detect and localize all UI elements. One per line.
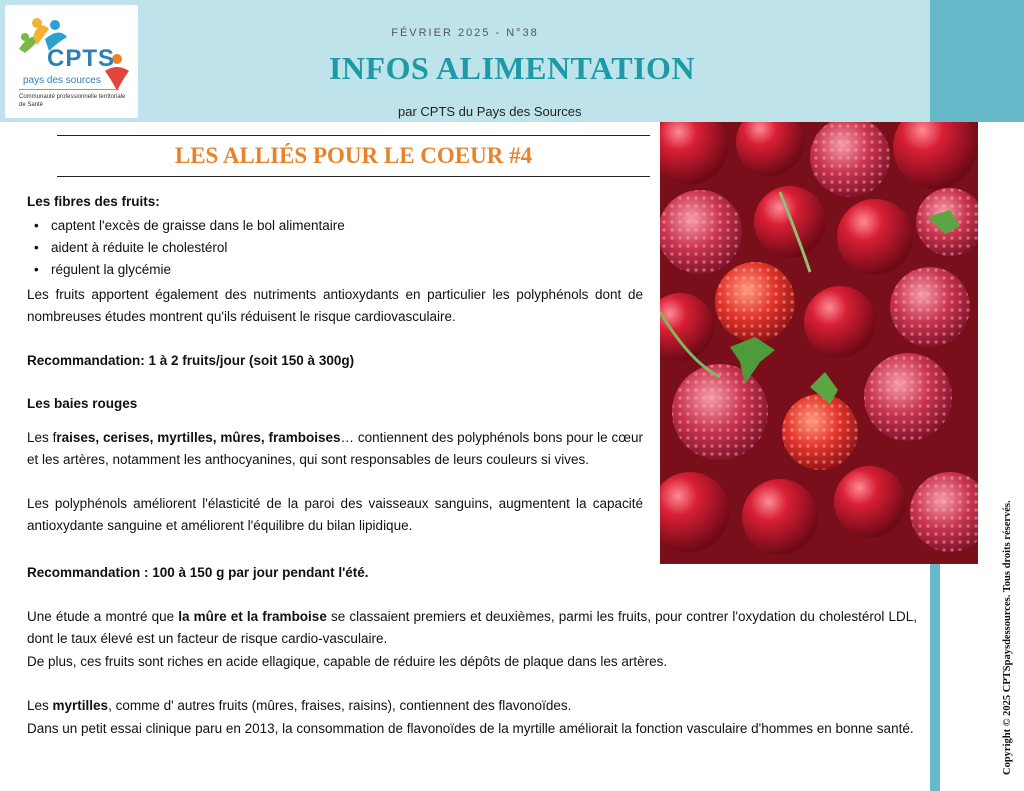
- byline: par CPTS du Pays des Sources: [398, 104, 582, 119]
- berries-image: [660, 122, 978, 564]
- fibres-list: [27, 215, 647, 281]
- myrtilles-prefix: Les: [27, 698, 53, 713]
- baies-p1-rest: … contiennent des polyphénols bons pour le cœur et les artères, notamment les anthocyanines, qui sont responsables de leurs couleurs si vives.: [27, 430, 643, 467]
- baies-p1-bold: raises, cerises, myrtilles, mûres, framboises: [56, 430, 341, 445]
- myrtilles-paragraph: [27, 695, 917, 717]
- fibres-recommendation: Recommandation: 1 à 2 fruits/jour (soit 150 à 300g): [27, 353, 355, 368]
- myrtilles-bold: myrtilles: [52, 698, 109, 713]
- logo-subtitle: pays des sources: [23, 75, 101, 86]
- issue-line: FÉVRIER 2025 - N°38: [391, 27, 539, 39]
- section-bottom-rule: [57, 176, 650, 177]
- section-top-rule: [57, 135, 650, 136]
- etude-line-2: De plus, ces fruits sont riches en acide ellagique, capable de réduire les dépôts de plaque dans les artères.: [27, 654, 668, 669]
- section-title: LES ALLIÉS POUR LE COEUR #4: [174, 143, 533, 168]
- etude-bold: la mûre et la framboise: [178, 609, 327, 624]
- baies-paragraph-1: [27, 427, 643, 471]
- page-title: INFOS ALIMENTATION: [328, 50, 696, 86]
- list-item: • aident à réduite le cholestérol: [27, 237, 647, 259]
- logo-name: CPTS: [47, 45, 116, 72]
- etude-prefix: Une étude a montré que: [27, 609, 179, 624]
- list-item: • captent l'excès de graisse dans le bol alimentaire: [27, 215, 647, 237]
- myrtilles-rest: , comme d' autres fruits (mûres, fraises, raisins), contiennent des flavonoïdes.: [108, 698, 572, 713]
- copyright-notice: Copyright © 2025 CPTSpaysdessources. Tous droits réservés.: [1002, 500, 1013, 775]
- baies-p1-prefix: Les f: [27, 430, 57, 445]
- fibres-heading: Les fibres des fruits:: [27, 194, 160, 209]
- list-item: • régulent la glycémie: [27, 259, 647, 281]
- logo-divider: [19, 89, 119, 90]
- fibres-paragraph: Les fruits apportent également des nutriments antioxydants en particulier les polyphénols dont de nombreuses études montrent qu'ils réduisent le risque cardiovasculaire.: [27, 287, 643, 324]
- baies-paragraph-2: Les polyphénols améliorent l'élasticité de la paroi des vaisseaux sanguins, augmentent la capacité antioxydante sanguine et améliorent l'équilibre du bilan lipidique.: [27, 496, 643, 533]
- baies-recommendation: Recommandation : 100 à 150 g par jour pendant l'été.: [27, 565, 369, 580]
- etude-rest: se classaient premiers et deuxièmes, parmi les fruits, pour contrer l'oxydation du cholestérol LDL, dont le taux élevé est un facteur de risque cardio-vasculaire.: [27, 609, 917, 646]
- logo-description: Communauté professionnelle territoriale de Santé: [19, 94, 126, 108]
- myrtilles-line-2: Dans un petit essai clinique paru en 2013, la consommation de flavonoïdes de la myrtille améliorait la fonction vasculaire d'hommes en bonne santé.: [27, 721, 914, 736]
- baies-heading: Les baies rouges: [27, 396, 138, 411]
- etude-paragraph: [27, 606, 917, 650]
- red-berries-photo: [660, 122, 978, 564]
